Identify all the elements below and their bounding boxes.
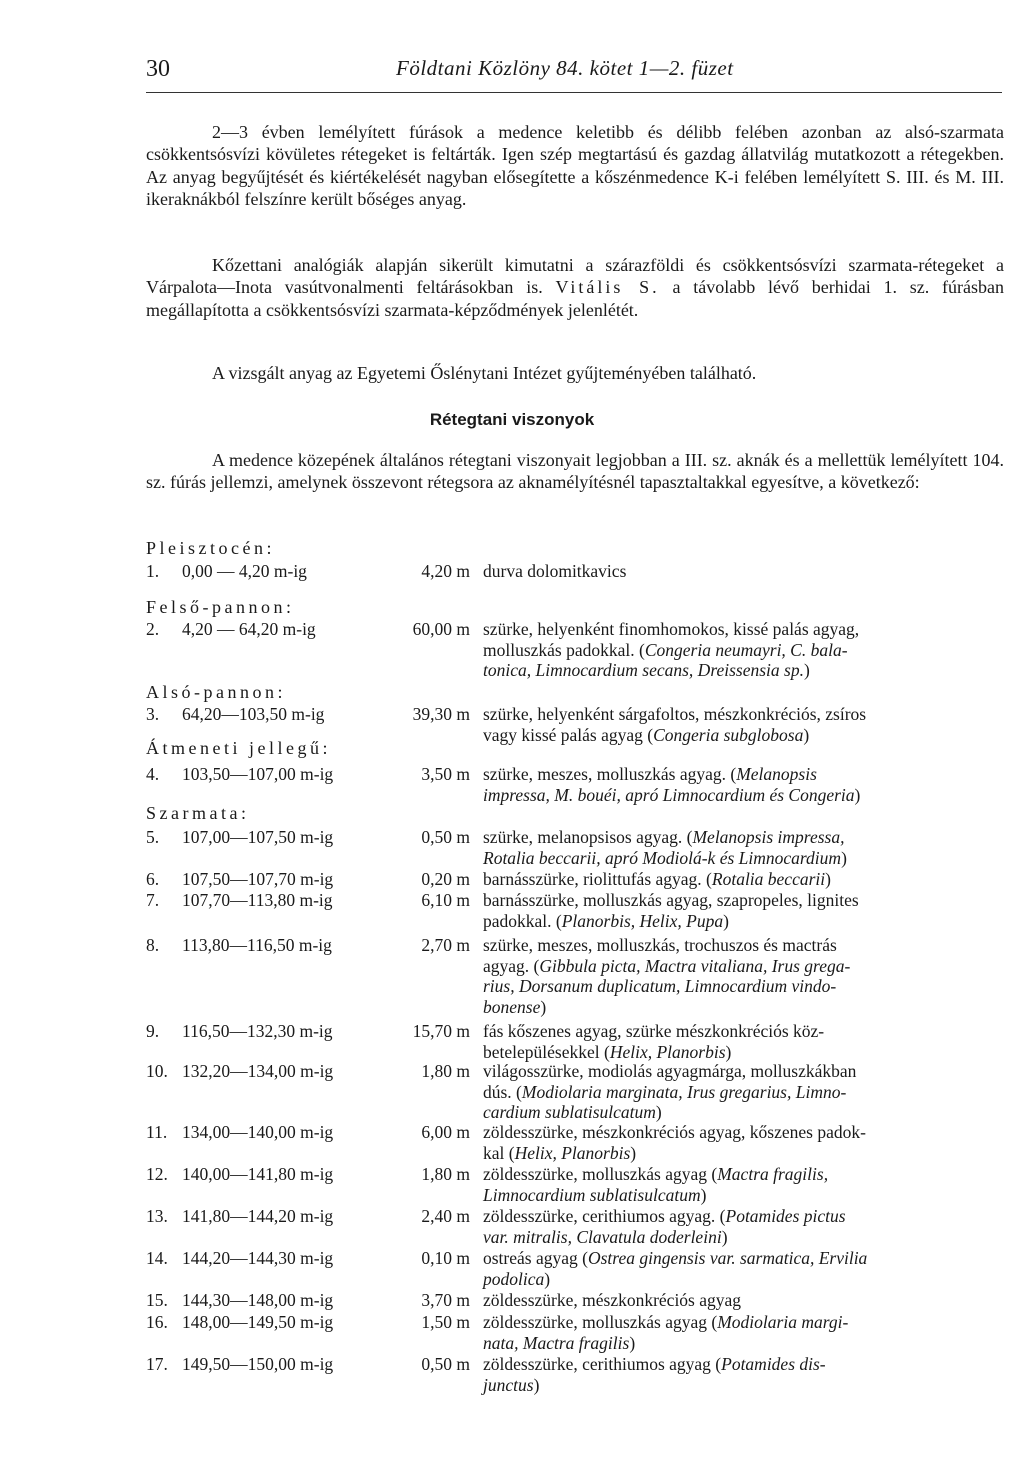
author-name: Vitális S. — [555, 277, 660, 298]
layer-description — [483, 1061, 1003, 1123]
layer-description — [483, 1122, 1003, 1163]
depth-range: 107,70—113,80 m-ig — [182, 890, 333, 910]
description-line: padokkal. (Planorbis, Helix, Pupa) — [483, 910, 729, 931]
layer-number: 10. — [146, 1061, 168, 1081]
depth-range: 140,00—141,80 m-ig — [182, 1164, 334, 1184]
depth-range: 64,20—103,50 m-ig — [182, 704, 325, 724]
layer-thickness: 6,00 m — [421, 1122, 470, 1142]
section-heading: Rétegtani viszonyok — [429, 410, 595, 429]
description-line: zöldesszürke, mészkonkréciós agyag, kőszenes padok- — [483, 1122, 866, 1142]
description-line: zöldesszürke, cerithiumos agyag (Potamides dis- — [483, 1354, 826, 1374]
layer-number: 17. — [146, 1354, 168, 1374]
depth-range: 103,50—107,00 m-ig — [182, 764, 334, 784]
depth-range: 116,50—132,30 m-ig — [182, 1021, 333, 1041]
description-line: szürke, melanopsisos agyag. (Melanopsis impressa, — [483, 827, 845, 847]
layer-description — [483, 619, 1003, 681]
description-line: bonense) — [483, 996, 547, 1017]
paragraph-text: 2—3 évben lemélyített fúrások a medence keletibb és délibb felében azonban az alsó-szarmata csökkentsósvízi kövületes rétegeket is feltárták. Igen szép megtartású és gazdag állatvilág mutatkozott a rétegekben. Az anyag begyűjtését és kiértékelését nagyban elősegítette a kőszénmedence K-i felében lemélyített S. III. és M. III. ikeraknákból felszínre került bőséges anyag. — [146, 122, 1004, 209]
depth-range: 4,20 — 64,20 m-ig — [182, 619, 316, 639]
layer-number: 3. — [146, 704, 160, 724]
paragraph-text: A vizsgált anyag az Egyetemi Őslénytani Intézet gyűjteményében található. — [212, 363, 757, 383]
description-line: szürke, meszes, molluszkás, trochuszos és mactrás — [483, 935, 837, 955]
description-line: barnásszürke, molluszkás agyag, szapropeles, lignites — [483, 890, 859, 910]
layer-number: 5. — [146, 827, 160, 847]
description-line: vagy kissé palás agyag (Congeria subglobosa) — [483, 724, 810, 745]
layer-thickness: 1,50 m — [421, 1312, 470, 1332]
strat-paragraph — [146, 449, 1004, 494]
depth-range: 149,50—150,00 m-ig — [182, 1354, 334, 1374]
layer-thickness: 15,70 m — [412, 1021, 470, 1041]
layer-description — [483, 1290, 1003, 1311]
layer-thickness: 2,70 m — [421, 935, 470, 955]
description-line: impressa, M. bouéi, apró Limnocardium és Congeria) — [483, 784, 861, 805]
layer-thickness: 4,20 m — [421, 561, 470, 581]
layer-description — [483, 890, 1003, 931]
paragraph-text: A medence közepének általános rétegtani viszonyait legjobban a III. sz. aknák és a mellettük lemélyített 104. sz. fúrás jellemzi, amelynek összevont rétegsora az aknamélyítésnél tapasztaltakkal egyesítve, a következő: — [146, 450, 1004, 493]
description-line: dús. (Modiolaria marginata, Irus gregarius, Limno- — [483, 1081, 847, 1102]
paragraph-text: Kőzettani analógiák alapján sikerült kimutatni a szárazföldi és csökkentsósvízi szarmata-rétegeket a Várpalota—Inota vasútvonalmenti feltárásokban is. — [146, 255, 1004, 298]
description-line: tonica, Limnocardium secans, Dreissensia sp.) — [483, 660, 810, 680]
description-line: betelepülésekkel (Helix, Planorbis) — [483, 1041, 732, 1062]
description-line: ostreás agyag (Ostrea gingensis var. sarmatica, Ervilia — [483, 1248, 868, 1268]
layer-thickness: 0,50 m — [421, 1354, 470, 1374]
description-line: zöldesszürke, molluszkás agyag (Modiolaria margi- — [483, 1312, 849, 1332]
intro-paragraph-1 — [146, 121, 1004, 210]
depth-range: 141,80—144,20 m-ig — [182, 1206, 334, 1226]
section-label: Felső-pannon: — [146, 597, 295, 617]
page-number: 30 — [146, 56, 170, 82]
description-line: cardium sublatisulcatum) — [483, 1102, 662, 1122]
description-line: barnásszürke, riolittufás agyag. (Rotalia beccarii) — [483, 869, 831, 889]
layer-description — [483, 1021, 1003, 1062]
layer-thickness: 1,80 m — [421, 1164, 470, 1184]
layer-description — [483, 561, 1003, 582]
layer-number: 15. — [146, 1290, 168, 1310]
description-line: szürke, meszes, molluszkás agyag. (Melanopsis — [483, 764, 817, 784]
layer-description — [483, 1354, 1003, 1395]
layer-number: 4. — [146, 764, 160, 784]
page-header — [146, 56, 1002, 88]
depth-range: 107,00—107,50 m-ig — [182, 827, 334, 847]
description-line: var. mitralis, Clavatula doderleini) — [483, 1226, 728, 1247]
section-label: Alsó-pannon: — [146, 682, 286, 702]
layer-thickness: 1,80 m — [421, 1061, 470, 1081]
description-line: rius, Dorsanum duplicatum, Limnocardium vindo- — [483, 976, 837, 996]
layer-number: 13. — [146, 1206, 168, 1226]
layer-description — [483, 1164, 1003, 1205]
description-line: világosszürke, modiolás agyagmárga, molluszkákban — [483, 1061, 857, 1081]
description-line: podolica) — [483, 1268, 551, 1289]
section-label: Átmeneti jellegű: — [146, 738, 331, 758]
layer-description — [483, 1312, 1003, 1353]
layer-description — [483, 1248, 1003, 1289]
depth-range: 113,80—116,50 m-ig — [182, 935, 332, 955]
layer-thickness: 0,20 m — [421, 869, 470, 889]
layer-description — [483, 935, 1003, 1017]
depth-range: 107,50—107,70 m-ig — [182, 869, 334, 889]
layer-thickness: 0,10 m — [421, 1248, 470, 1268]
description-line: nata, Mactra fragilis) — [483, 1332, 636, 1353]
layer-number: 16. — [146, 1312, 168, 1332]
paragraph-text: a távolabb lévő berhidai 1. sz. fúrásban megállapította a csökkentsósvízi szarmata-képződmények jelenlétét. — [146, 277, 1005, 320]
depth-range: 144,30—148,00 m-ig — [182, 1290, 334, 1310]
description-line: fás kőszenes agyag, szürke mészkonkréciós köz- — [483, 1021, 825, 1041]
layer-description — [483, 1206, 1003, 1247]
layer-description — [483, 764, 1003, 805]
depth-range: 144,20—144,30 m-ig — [182, 1248, 334, 1268]
intro-paragraph-3 — [146, 362, 1004, 384]
depth-range: 132,20—134,00 m-ig — [182, 1061, 334, 1081]
layer-thickness: 0,50 m — [421, 827, 470, 847]
intro-paragraph-2 — [146, 254, 1004, 321]
section-label: Pleisztocén: — [146, 538, 275, 558]
description-line: zöldesszürke, cerithiumos agyag. (Potamides pictus — [483, 1206, 846, 1226]
description-line: zöldesszürke, mészkonkréciós agyag — [483, 1290, 742, 1310]
depth-range: 0,00 — 4,20 m-ig — [182, 561, 307, 581]
journal-title: Földtani Közlöny 84. kötet 1—2. füzet — [396, 56, 734, 80]
layer-thickness: 60,00 m — [412, 619, 470, 639]
section-label: Szarmata: — [146, 803, 250, 823]
layer-description — [483, 869, 1003, 890]
depth-range: 148,00—149,50 m-ig — [182, 1312, 334, 1332]
layer-number: 2. — [146, 619, 160, 639]
layer-number: 9. — [146, 1021, 160, 1041]
description-line: szürke, helyenként sárgafoltos, mészkonkréciós, zsíros — [483, 704, 867, 724]
description-line: molluszkás padokkal. (Congeria neumayri, C. bala- — [483, 639, 848, 660]
description-line: szürke, helyenként finomhomokos, kissé palás agyag, — [483, 619, 860, 639]
layer-number: 14. — [146, 1248, 168, 1268]
layer-description — [483, 704, 1003, 745]
layer-thickness: 2,40 m — [421, 1206, 470, 1226]
layer-number: 7. — [146, 890, 160, 910]
description-line: durva dolomitkavics — [483, 561, 627, 581]
layer-description — [483, 827, 1003, 868]
depth-range: 134,00—140,00 m-ig — [182, 1122, 334, 1142]
description-line: zöldesszürke, molluszkás agyag (Mactra fragilis, — [483, 1164, 829, 1184]
layer-thickness: 3,70 m — [421, 1290, 470, 1310]
description-line: Limnocardium sublatisulcatum) — [483, 1184, 707, 1205]
layer-thickness: 39,30 m — [412, 704, 470, 724]
layer-number: 12. — [146, 1164, 168, 1184]
layer-number: 8. — [146, 935, 160, 955]
description-line: Rotalia beccarii, apró Modiolá-k és Limnocardium) — [483, 847, 847, 868]
description-line: agyag. (Gibbula picta, Mactra vitaliana, Irus grega- — [483, 955, 851, 976]
header-rule — [146, 92, 1002, 93]
layer-number: 1. — [146, 561, 160, 581]
layer-thickness: 3,50 m — [421, 764, 470, 784]
description-line: kal (Helix, Planorbis) — [483, 1142, 637, 1163]
layer-thickness: 6,10 m — [421, 890, 470, 910]
description-line: junctus) — [483, 1374, 540, 1395]
layer-number: 11. — [146, 1122, 168, 1142]
layer-number: 6. — [146, 869, 160, 889]
